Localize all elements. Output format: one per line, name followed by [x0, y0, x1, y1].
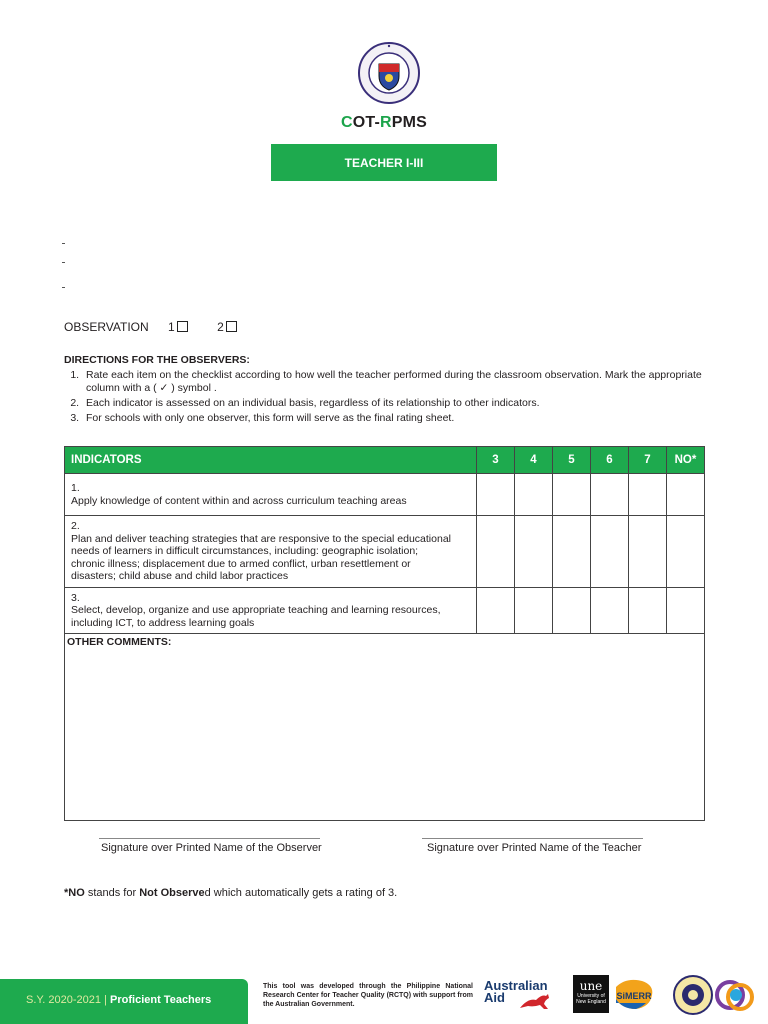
header-rating-7: 7: [629, 447, 667, 474]
header-rating-4: 4: [515, 447, 553, 474]
rating-cell[interactable]: [477, 516, 515, 588]
rating-cell[interactable]: [515, 516, 553, 588]
observation-2-checkbox[interactable]: [226, 321, 237, 332]
development-note: This tool was developed through the Philippine National Research Center for Teacher Quality (RCTQ) with support from the Australian Government.: [263, 983, 473, 1008]
footer-band-text: S.Y. 2020-2021 | Proficient Teachers: [26, 994, 212, 1006]
rating-cell[interactable]: [629, 587, 667, 634]
table-row: 1.Apply knowledge of content within and across curriculum teaching areas: [65, 474, 705, 516]
rating-cell[interactable]: [667, 516, 705, 588]
une-logo: une University of New England: [573, 975, 609, 1013]
level-banner: TEACHER I-III: [271, 144, 497, 181]
rating-cell[interactable]: [667, 587, 705, 634]
indicator-text: Apply knowledge of content within and across curriculum teaching areas: [71, 494, 407, 507]
deped-seal: [358, 42, 420, 104]
rating-cell[interactable]: [591, 587, 629, 634]
observer-signature-line: [99, 838, 320, 839]
footnote: *NO stands for Not Observed which automatically gets a rating of 3.: [64, 887, 398, 899]
observation-selector: OBSERVATION 1 2: [64, 320, 237, 334]
margin-mark: [62, 287, 65, 288]
indicators-table: [64, 446, 705, 821]
indicator-text: Select, develop, organize and use appropriate teaching and learning resources, including ICT, to address learning goals: [71, 604, 441, 629]
svg-text:SiMERR: SiMERR: [616, 991, 652, 1001]
directions-heading: DIRECTIONS FOR THE OBSERVERS:: [64, 354, 250, 366]
header-rating-5: 5: [553, 447, 591, 474]
rating-cell[interactable]: [553, 474, 591, 516]
rating-cell[interactable]: [591, 474, 629, 516]
australian-aid-logo: Australian Aid: [484, 980, 548, 1004]
rating-cell[interactable]: [515, 587, 553, 634]
directions: [64, 354, 704, 427]
teacher-signature-line: [422, 838, 643, 839]
direction-item: 2. Each indicator is assessed on an individual basis, regardless of its relationship to other indicators.: [82, 397, 704, 410]
header-indicators: INDICATORS: [65, 447, 477, 474]
margin-mark: [62, 243, 65, 244]
simerr-logo: [612, 977, 656, 1011]
observation-1-checkbox[interactable]: [177, 321, 188, 332]
rating-cell[interactable]: [629, 474, 667, 516]
rating-cell[interactable]: [629, 516, 667, 588]
rating-cell[interactable]: [477, 587, 515, 634]
header-rating-3: 3: [477, 447, 515, 474]
rating-cell[interactable]: [515, 474, 553, 516]
rating-cell[interactable]: [477, 474, 515, 516]
header-rating-6: 6: [591, 447, 629, 474]
header-not-observed: NO*: [667, 447, 705, 474]
other-comments-field[interactable]: [65, 634, 705, 821]
table-row: 2.Plan and deliver teaching strategies that are responsive to the special educational needs of learners in difficult circumstances, including: geographic isolation; chronic illness; displacement due to armed conflict, urban resettlement or disasters; child abuse and child labor practices: [65, 516, 705, 588]
table-row: 3.Select, develop, organize and use appropriate teaching and learning resources, including ICT, to address learning goals: [65, 587, 705, 634]
rating-cell[interactable]: [591, 516, 629, 588]
rating-cell[interactable]: [553, 587, 591, 634]
observer-signature-label: Signature over Printed Name of the Observer: [101, 842, 322, 854]
kangaroo-icon: [518, 992, 552, 1010]
direction-item: 1. Rate each item on the checklist according to how well the teacher performed during the classroom observation. Mark the appropriate column with a ( ✓ ) symbol .: [82, 369, 704, 395]
partner-logo: [714, 975, 756, 1015]
teacher-signature-label: Signature over Printed Name of the Teacher: [427, 842, 642, 854]
rating-cell[interactable]: [667, 474, 705, 516]
institution-seal: [673, 975, 713, 1015]
indicator-text: Plan and deliver teaching strategies that are responsive to the special educational needs of learners in difficult circumstances, including: geographic isolation; chronic illness; displacement due to armed conflict, urban resettlement or disasters; child abuse and child labor practices: [71, 532, 451, 582]
margin-mark: [62, 262, 65, 263]
other-comments-label: OTHER COMMENTS:: [67, 636, 172, 648]
page-title: COT-RPMS: [340, 114, 428, 131]
rating-cell[interactable]: [553, 516, 591, 588]
direction-item: 3. For schools with only one observer, this form will serve as the final rating sheet.: [82, 412, 704, 425]
